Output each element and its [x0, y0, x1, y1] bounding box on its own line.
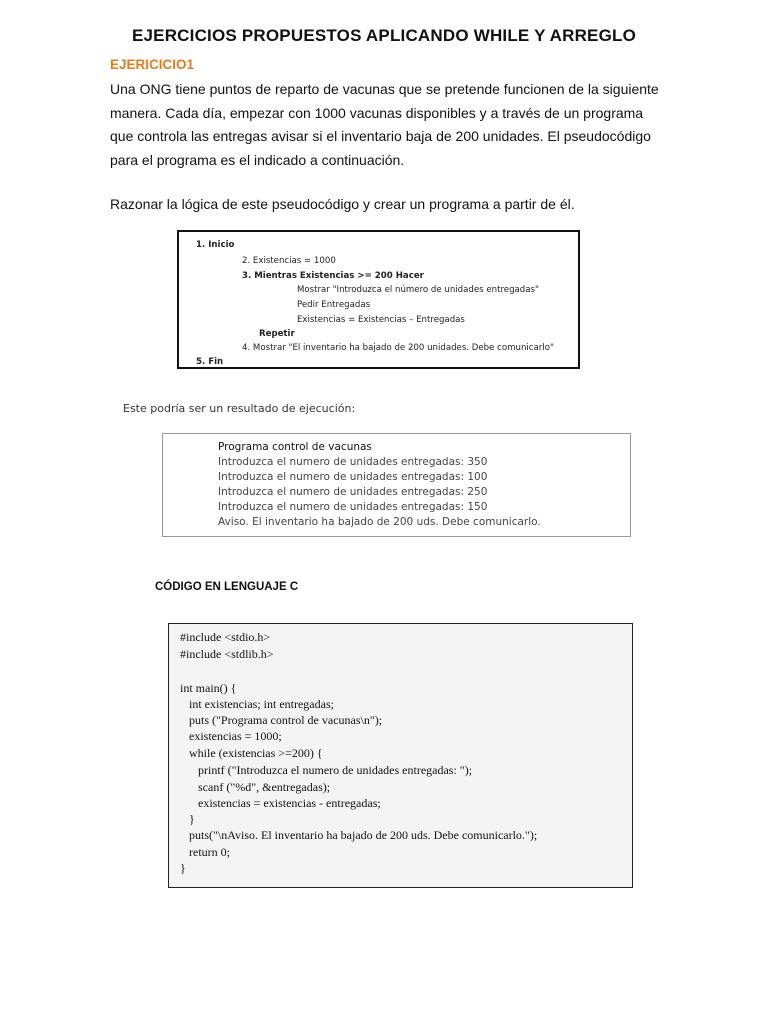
code-line: while (existencias >=200) {	[180, 746, 323, 760]
output-line: Introduzca el numero de unidades entregadas: 150	[218, 501, 488, 513]
description-line: manera. Cada día, empezar con 1000 vacunas disponibles y a través de un programa	[110, 104, 644, 121]
output-line: Introduzca el numero de unidades entregadas: 350	[218, 456, 488, 468]
code-line: }	[180, 812, 195, 826]
output-line: Introduzca el numero de unidades entregadas: 250	[218, 486, 488, 498]
exercise-description	[110, 78, 662, 172]
pseudocode-line: 4. Mostrar "El inventario ha bajado de 200 unidades. Debe comunicarlo"	[242, 343, 554, 353]
description-line: Una ONG tiene puntos de reparto de vacunas que se pretende funcionen de la siguiente	[110, 81, 659, 97]
code-line: return 0;	[180, 845, 230, 859]
code-line: }	[180, 861, 186, 875]
execution-output-box	[162, 433, 631, 537]
pseudocode-line: Repetir	[259, 329, 295, 339]
page-title: EJERCICIOS PROPUESTOS APLICANDO WHILE Y ARREGLO	[131, 26, 637, 45]
code-line: existencias = 1000;	[180, 729, 282, 743]
pseudocode-line: Mostrar "Introduzca el número de unidades entregadas"	[297, 285, 539, 295]
output-line: Programa control de vacunas	[218, 441, 372, 453]
pseudocode-line: Existencias = Existencias – Entregadas	[297, 315, 465, 325]
output-line: Aviso. El inventario ha bajado de 200 uds. Debe comunicarlo.	[218, 516, 541, 528]
description-line: para el programa es el indicado a continuación.	[110, 151, 405, 168]
pseudocode-line: 3. Mientras Existencias >= 200 Hacer	[242, 271, 424, 281]
pseudocode-line: 1. Inicio	[196, 240, 235, 250]
exercise-heading: EJERICICIO1	[110, 57, 195, 72]
run-caption: Este podría ser un resultado de ejecución:	[123, 402, 356, 415]
code-line: #include <stdio.h>	[180, 630, 271, 644]
description-line: que controla las entregas avisar si el inventario baja de 200 unidades. El pseudocódigo	[110, 128, 651, 144]
code-line: puts("\nAviso. El inventario ha bajado de 200 uds. Debe comunicarlo.");	[180, 828, 538, 842]
code-line: int existencias; int entregadas;	[180, 697, 334, 711]
c-code-box	[168, 623, 633, 888]
code-line: int main() {	[180, 681, 237, 695]
pseudocode-line: Pedir Entregadas	[297, 300, 371, 310]
pseudocode-line: 2. Existencias = 1000	[242, 256, 336, 266]
code-line: #include <stdlib.h>	[180, 647, 274, 661]
code-line: printf ("Introduzca el numero de unidades entregadas: ");	[180, 763, 473, 777]
code-line: puts ("Programa control de vacunas\n");	[180, 713, 383, 727]
output-line: Introduzca el numero de unidades entregadas: 100	[218, 471, 488, 483]
exercise-instruction: Razonar la lógica de este pseudocódigo y crear un programa a partir de él.	[110, 196, 575, 212]
pseudocode-line: 5. Fin	[196, 357, 224, 367]
pseudocode-box	[177, 230, 580, 369]
code-line: existencias = existencias - entregadas;	[180, 796, 381, 810]
code-caption: CÓDIGO EN LENGUAJE C	[155, 581, 299, 593]
code-line: scanf ("%d", &entregadas);	[180, 780, 331, 794]
